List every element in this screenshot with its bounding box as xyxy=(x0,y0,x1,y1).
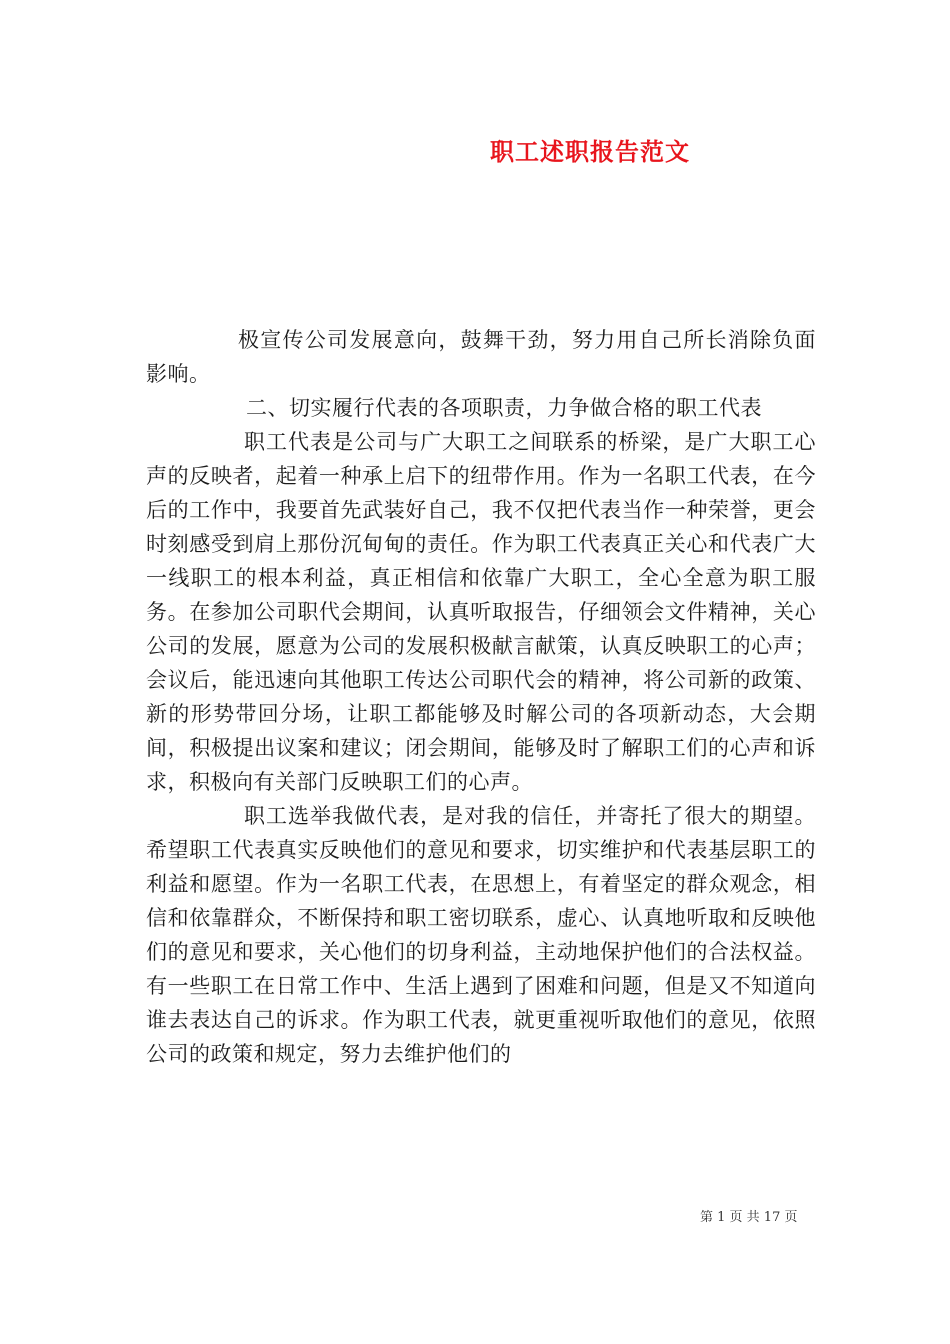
paragraph-2: 职工代表是公司与广大职工之间联系的桥梁，是广大职工心声的反映者，起着一种承上启下的纽带作用。作为一名职工代表，在今后的工作中，我要首先武装好自己，我不仅把代表当作一种荣誉，更会时刻感受到肩上那份沉甸甸的责任。作为职工代表真正关心和代表广大一线职工的根本利益，真正相信和依靠广大职工，全心全意为职工服务。在参加公司职代会期间，认真听取报告，仔细领会文件精神，关心公司的发展，愿意为公司的发展积极献言献策，认真反映职工的心声；会议后，能迅速向其他职工传达公司职代会的精神，将公司新的政策、新的形势带回分场，让职工都能够及时解公司的各项新动态，大会期间，积极提出议案和建议；闭会期间，能够及时了解职工们的心声和诉求，积极向有关部门反映职工们的心声。 xyxy=(146,430,816,794)
document-title-text: 职工述职报告范文 xyxy=(490,137,690,166)
document-title xyxy=(0,132,950,167)
paragraph-3: 职工选举我做代表，是对我的信任，并寄托了很大的期望。希望职工代表真实反映他们的意见和要求，切实维护和代表基层职工的利益和愿望。作为一名职工代表，在思想上，有着坚定的群众观念，相信和依靠群众，不断保持和职工密切联系，虚心、认真地听取和反映他们的意见和要求，关心他们的切身利益，主动地保护他们的合法权益。有一些职工在日常工作中、生活上遇到了困难和问题，但是又不知道向谁去表达自己的诉求。作为职工代表，就更重视听取他们的意见，依照公司的政策和规定，努力去维护他们的 xyxy=(146,804,816,1066)
section-heading: 二、切实履行代表的各项职责，力争做合格的职工代表 xyxy=(246,396,762,420)
page-number: 第 1 页 共 17 页 xyxy=(700,1210,798,1225)
paragraph-1: 极宣传公司发展意向，鼓舞干劲，努力用自己所长消除负面影响。 xyxy=(146,328,816,386)
document-body xyxy=(146,323,816,1071)
